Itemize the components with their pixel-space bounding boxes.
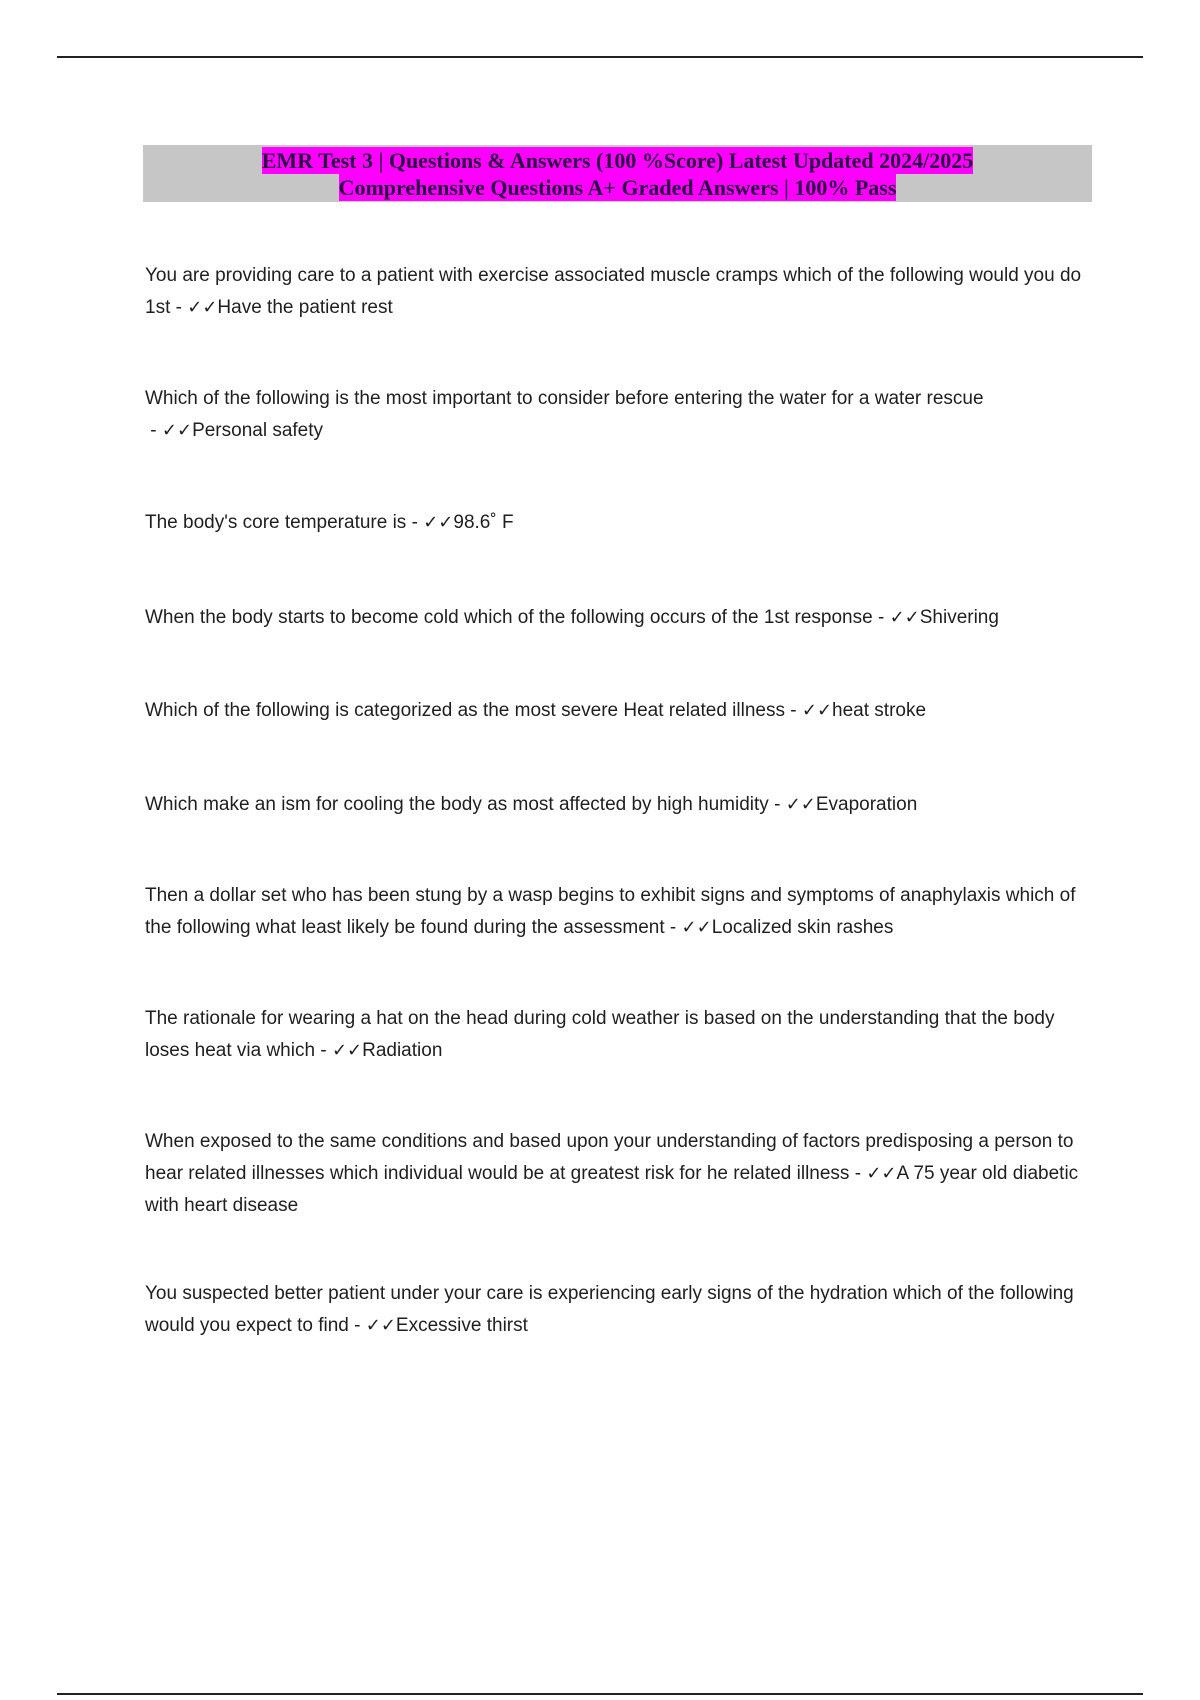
separator: - (348, 1315, 366, 1336)
double-check-icon: ✓✓ (331, 1040, 363, 1061)
qa-item (145, 383, 1095, 447)
qa-item (145, 1003, 1095, 1067)
question-text: When exposed to the same conditions and based upon your understanding of factors predisposing a person to hear related illnesses which individual would be at greatest risk for he related illness (145, 1131, 1074, 1184)
answer-text: 98.6˚ F (453, 512, 514, 533)
document-title-line-1: EMR Test 3 | Questions & Answers (100 %Score) Latest Updated 2024/2025 (261, 147, 974, 173)
separator: - (664, 917, 682, 938)
separator: - (170, 297, 188, 318)
question-text: You are providing care to a patient with exercise associated muscle cramps which of the following would you do 1st (145, 265, 1082, 318)
answer-text: A 75 year old diabetic with heart disease (145, 1163, 1079, 1216)
question-text: Which of the following is the most important to consider before entering the water for a water rescue (145, 388, 984, 409)
top-rule (57, 56, 1143, 58)
answer-text: Shivering (919, 607, 999, 628)
qa-item (145, 695, 1095, 727)
qa-item (145, 880, 1095, 944)
question-text: The rationale for wearing a hat on the head during cold weather is based on the understanding that the body loses heat via which (145, 1008, 1055, 1061)
double-check-icon: ✓✓ (889, 607, 920, 628)
document-title-line-2: Comprehensive Questions A+ Graded Answers | 100% Pass (338, 174, 897, 200)
question-text: Which of the following is categorized as the most severe Heat related illness (145, 700, 785, 721)
answer-text: Radiation (362, 1040, 443, 1061)
separator: - (406, 512, 424, 533)
double-check-icon: ✓✓ (161, 420, 193, 441)
answer-text: Evaporation (815, 794, 918, 815)
qa-item (145, 507, 1095, 539)
title-banner (143, 145, 1092, 202)
double-check-icon: ✓✓ (423, 512, 454, 533)
qa-item (145, 789, 1095, 821)
answer-text: Have the patient rest (217, 297, 393, 318)
question-text: You suspected better patient under your care is experiencing early signs of the hydration which of the following would you expect to find (145, 1283, 1074, 1336)
answer-text: Personal safety (192, 420, 324, 441)
bottom-rule (57, 1693, 1143, 1695)
qa-item (145, 1126, 1095, 1222)
separator: - (145, 420, 162, 441)
separator: - (315, 1040, 332, 1061)
double-check-icon: ✓✓ (681, 917, 712, 938)
separator: - (849, 1163, 867, 1184)
qa-item (145, 1278, 1095, 1342)
double-check-icon: ✓✓ (365, 1315, 396, 1336)
qa-item (145, 602, 1095, 634)
double-check-icon: ✓✓ (866, 1163, 897, 1184)
separator: - (784, 700, 802, 721)
double-check-icon: ✓✓ (785, 794, 816, 815)
question-text: Which make an ism for cooling the body as most affected by high humidity (145, 794, 769, 815)
question-text: When the body starts to become cold which of the following occurs of the 1st response (145, 607, 873, 628)
answer-text: heat stroke (832, 700, 927, 721)
qa-item (145, 260, 1095, 324)
answer-text: Excessive thirst (395, 1315, 528, 1336)
double-check-icon: ✓✓ (187, 297, 218, 318)
double-check-icon: ✓✓ (801, 700, 833, 721)
answer-text: Localized skin rashes (711, 917, 894, 938)
question-text: Then a dollar set who has been stung by a wasp begins to exhibit signs and symptoms of anaphylaxis which of the following what least likely be found during the assessment (145, 885, 1076, 938)
question-text: The body's core temperature is (145, 512, 407, 533)
separator: - (872, 607, 890, 628)
separator: - (768, 794, 786, 815)
